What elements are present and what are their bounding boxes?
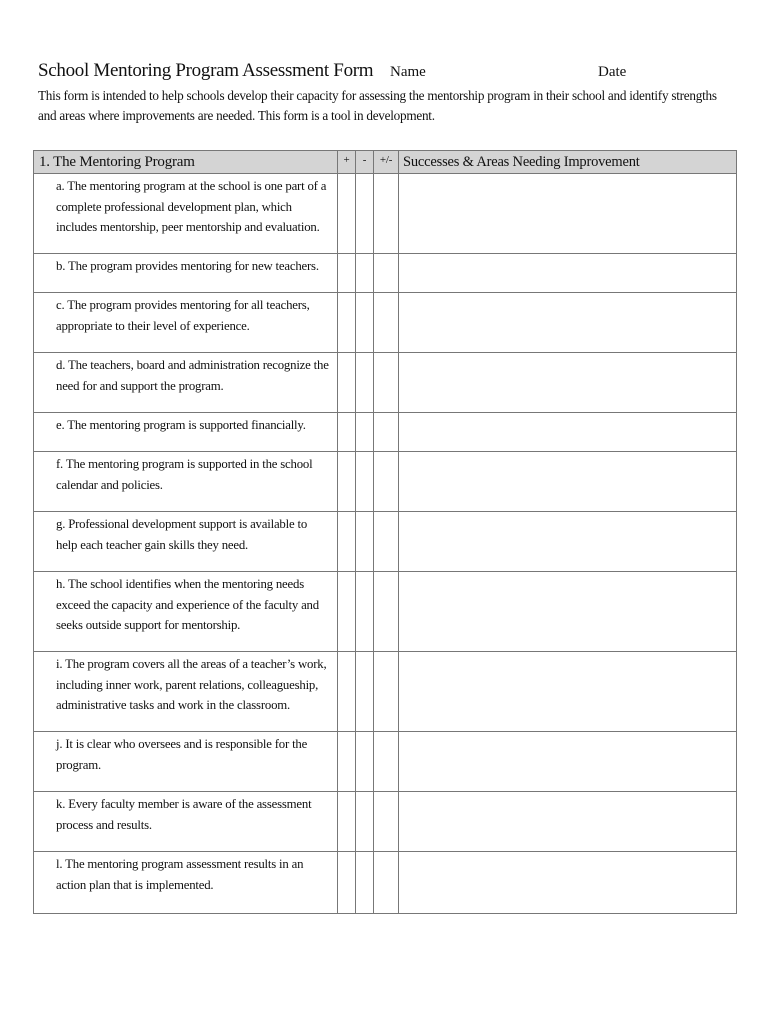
- criterion-text: [34, 572, 338, 652]
- plus-cell[interactable]: [338, 353, 356, 413]
- criterion-l: l. The mentoring program assessment results in an action plan that is implemented.: [56, 857, 304, 892]
- criterion-text: [34, 452, 338, 512]
- table-row: [34, 732, 737, 792]
- plus-cell[interactable]: [338, 254, 356, 293]
- plus-cell[interactable]: [338, 852, 356, 914]
- plusminus-cell[interactable]: [374, 353, 399, 413]
- minus-cell[interactable]: [356, 512, 374, 572]
- criterion-text: [34, 652, 338, 732]
- comments-cell[interactable]: [399, 293, 737, 353]
- criterion-g: g. Professional development support is available to help each teacher gain skills they need.: [56, 517, 308, 552]
- col-minus-header: -: [356, 151, 374, 174]
- form-title: School Mentoring Program Assessment Form: [38, 60, 374, 81]
- table-row: [34, 174, 737, 254]
- plus-cell[interactable]: [338, 792, 356, 852]
- plus-cell[interactable]: [338, 512, 356, 572]
- comments-cell[interactable]: [399, 512, 737, 572]
- criterion-text: [34, 293, 338, 353]
- plusminus-cell[interactable]: [374, 732, 399, 792]
- comments-cell[interactable]: [399, 353, 737, 413]
- table-row: [34, 652, 737, 732]
- criterion-text: [34, 512, 338, 572]
- comments-cell[interactable]: [399, 652, 737, 732]
- criterion-text: [34, 413, 338, 452]
- section-title: 1. The Mentoring Program: [34, 151, 338, 174]
- table-row: [34, 852, 737, 914]
- col-comments-header: Successes & Areas Needing Improvement: [399, 151, 737, 174]
- comments-cell[interactable]: [399, 413, 737, 452]
- plus-cell[interactable]: [338, 652, 356, 732]
- comments-cell[interactable]: [399, 174, 737, 254]
- table-row: [34, 512, 737, 572]
- table-row: [34, 353, 737, 413]
- col-plus-header: +: [338, 151, 356, 174]
- table-header-row: [34, 151, 737, 174]
- table-row: [34, 572, 737, 652]
- minus-cell[interactable]: [356, 254, 374, 293]
- name-label: Name: [390, 64, 426, 80]
- criterion-e: e. The mentoring program is supported financially.: [56, 418, 306, 432]
- minus-cell[interactable]: [356, 353, 374, 413]
- plus-cell[interactable]: [338, 174, 356, 254]
- criterion-d: d. The teachers, board and administration recognize the need for and support the program.: [56, 358, 329, 393]
- minus-cell[interactable]: [356, 452, 374, 512]
- table-row: [34, 254, 737, 293]
- minus-cell[interactable]: [356, 413, 374, 452]
- plusminus-cell[interactable]: [374, 174, 399, 254]
- criterion-k: k. Every faculty member is aware of the assessment process and results.: [56, 797, 312, 832]
- plusminus-cell[interactable]: [374, 413, 399, 452]
- criterion-text: [34, 174, 338, 254]
- comments-cell[interactable]: [399, 254, 737, 293]
- plus-cell[interactable]: [338, 452, 356, 512]
- table-row: [34, 293, 737, 353]
- criterion-text: [34, 852, 338, 914]
- comments-cell[interactable]: [399, 792, 737, 852]
- comments-cell[interactable]: [399, 452, 737, 512]
- criterion-b: b. The program provides mentoring for new teachers.: [56, 259, 319, 273]
- criterion-text: [34, 732, 338, 792]
- criterion-f: f. The mentoring program is supported in the school calendar and policies.: [56, 457, 313, 492]
- plusminus-cell[interactable]: [374, 852, 399, 914]
- table-row: [34, 792, 737, 852]
- criterion-text: [34, 353, 338, 413]
- table-row: [34, 452, 737, 512]
- minus-cell[interactable]: [356, 572, 374, 652]
- minus-cell[interactable]: [356, 174, 374, 254]
- plusminus-cell[interactable]: [374, 293, 399, 353]
- criterion-j: j. It is clear who oversees and is responsible for the program.: [56, 737, 308, 772]
- assessment-table: [33, 150, 737, 914]
- intro-text: This form is intended to help schools develop their capacity for assessing the mentorship program in their school and identify strengths and areas where improvements are needed. This form is a tool in development.: [38, 88, 717, 123]
- minus-cell[interactable]: [356, 792, 374, 852]
- minus-cell[interactable]: [356, 652, 374, 732]
- comments-cell[interactable]: [399, 572, 737, 652]
- criterion-a: a. The mentoring program at the school is one part of a complete professional development plan, which includes mentorship, peer mentorship and evaluation.: [56, 179, 327, 235]
- table-row: [34, 413, 737, 452]
- minus-cell[interactable]: [356, 293, 374, 353]
- plusminus-cell[interactable]: [374, 452, 399, 512]
- plusminus-cell[interactable]: [374, 792, 399, 852]
- comments-cell[interactable]: [399, 852, 737, 914]
- date-label: Date: [598, 64, 627, 80]
- criterion-i: i. The program covers all the areas of a teacher’s work, including inner work, parent relations, colleagueship, administrative tasks and work in the classroom.: [56, 657, 327, 713]
- criterion-h: h. The school identifies when the mentoring needs exceed the capacity and experience of the faculty and seeks outside support for mentorship.: [56, 577, 319, 633]
- comments-cell[interactable]: [399, 732, 737, 792]
- plusminus-cell[interactable]: [374, 572, 399, 652]
- plusminus-cell[interactable]: [374, 652, 399, 732]
- plus-cell[interactable]: [338, 572, 356, 652]
- col-plusminus-header: +/-: [374, 151, 399, 174]
- plus-cell[interactable]: [338, 732, 356, 792]
- minus-cell[interactable]: [356, 852, 374, 914]
- plusminus-cell[interactable]: [374, 254, 399, 293]
- plusminus-cell[interactable]: [374, 512, 399, 572]
- criterion-c: c. The program provides mentoring for all teachers, appropriate to their level of experience.: [56, 298, 310, 333]
- minus-cell[interactable]: [356, 732, 374, 792]
- criterion-text: [34, 254, 338, 293]
- criterion-text: [34, 792, 338, 852]
- plus-cell[interactable]: [338, 293, 356, 353]
- plus-cell[interactable]: [338, 413, 356, 452]
